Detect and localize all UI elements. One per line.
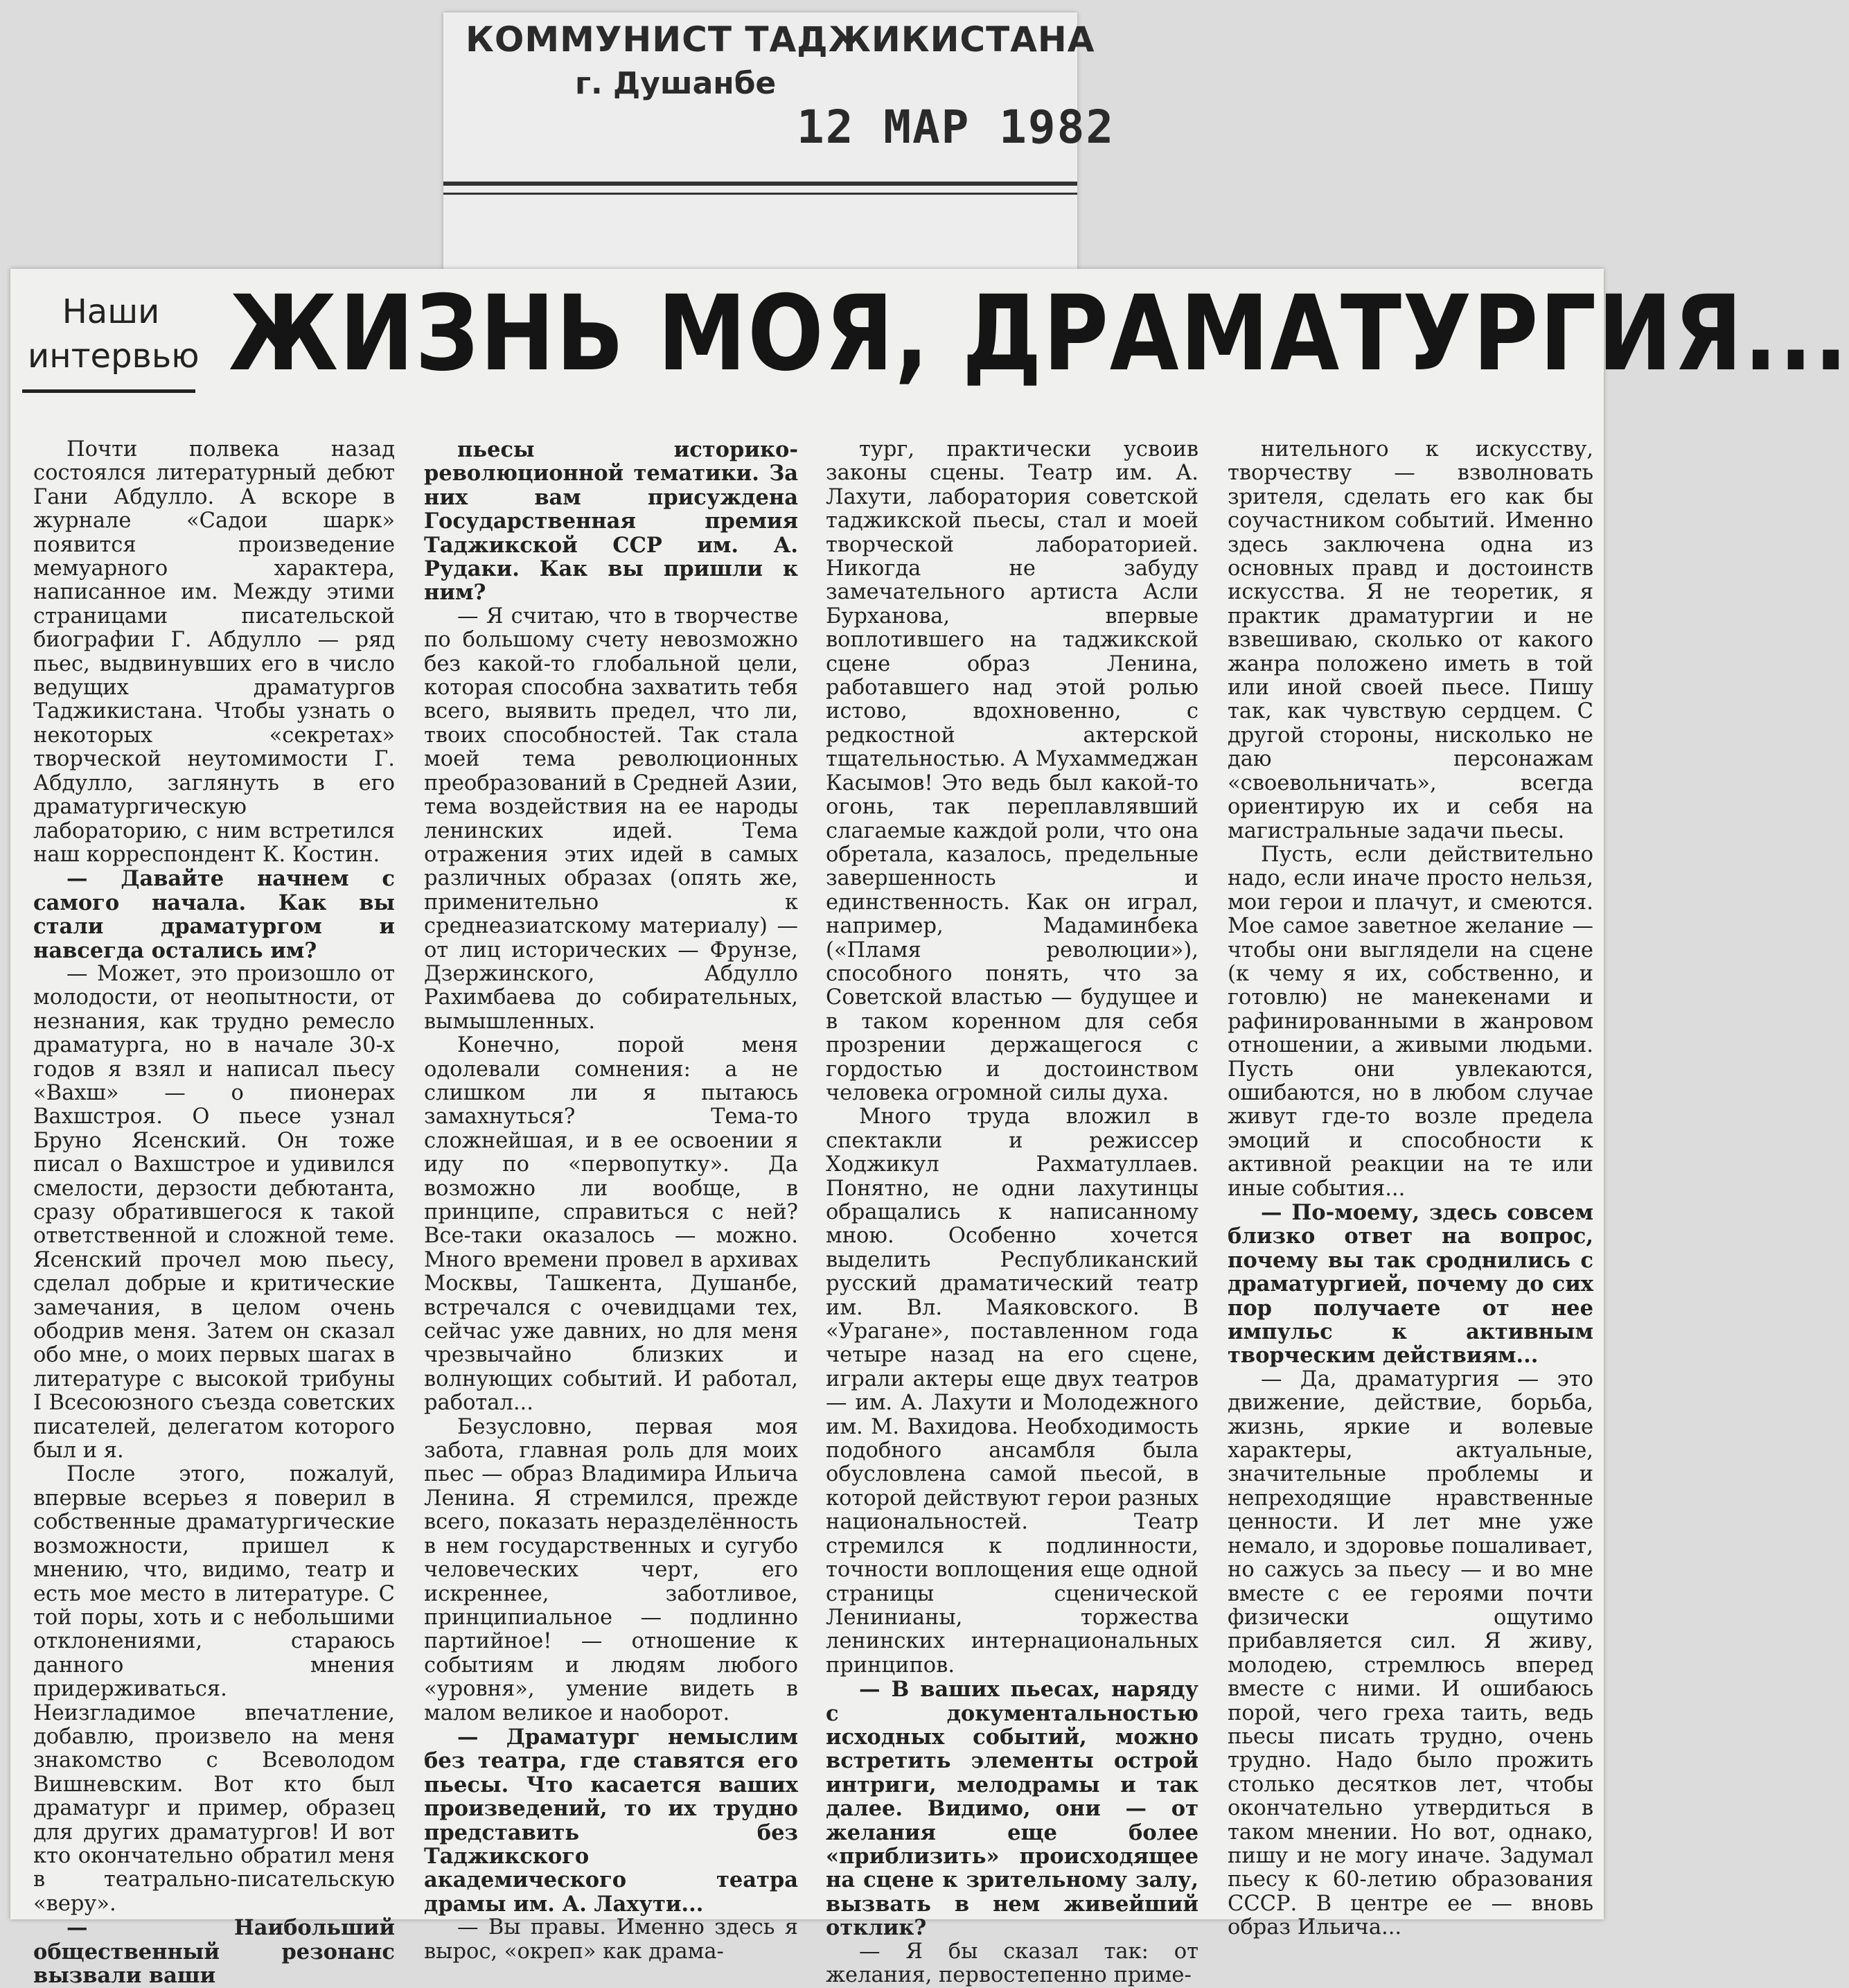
body-paragraph: нительного к искусству, творчеству — взволновать зрителя, сделать его как бы соучастником событий. Именно здесь заключена одна из основных правд и достоинств искусства. Я не теоретик, я практик драматургии и не взвешиваю, сколько от какого жанра положено иметь в той или иной своей пьесе. Пишу так, как чувствую сердцем. С другой стороны, нисколько не даю персонажам «своевольничать», всегда ориентирую их и себя на магистральные задачи пьесы. — [1228, 437, 1593, 843]
question-paragraph: — По-моему, здесь совсем близко ответ на вопрос, почему вы так сроднились с драматургией, почему до сих пор получаете от нее импульс к активным творческим действиям... — [1228, 1200, 1593, 1369]
stamp-date: 12 МАР 1982 — [797, 100, 1115, 154]
question-paragraph: — Давайте начнем с самого начала. Как вы стали драматургом и навсегда остались им? — [33, 866, 395, 963]
body-paragraph: тург, практически усвоив законы сцены. Театр им. А. Лахути, лаборатория советской таджикской пьесы, стал и моей творческой лабораторией. Никогда не забуду замечательного артиста Асли Бурханова, впервые воплотившего на таджикской сцене образ Ленина, работавшего над этой ролью истово, вдохновенно, с редкостной актерской тщательностью. А Мухаммеджан Касымов! Это ведь был какой-то огонь, так переплавлявший слагаемые каждой роли, что она обретала, казалось, предельные завершенность и единственность. Как он играл, например, Мадаминбека («Пламя революции»), способного понять, что за Советской властью — будущее и в таком коренном для себя прозрении держащегося с гордостью и достоинством человека огромной силы духа. — [826, 437, 1198, 1105]
newspaper-city: г. Душанбе — [575, 66, 777, 101]
body-paragraph: — Вы правы. Именно здесь я вырос, «окреп» как драма- — [424, 1915, 798, 1964]
article-column-2 — [424, 437, 798, 1964]
article-column-4 — [1228, 437, 1593, 1940]
headline: ЖИЗНЬ МОЯ, ДРАМАТУРГИЯ... — [229, 274, 1849, 394]
newspaper-name: КОММУНИСТ ТАДЖИКИСТАНА — [466, 19, 1095, 60]
body-paragraph: — Может, это произошло от молодости, от неопытности, от незнания, как трудно ремесло драматурга, но в начале 30-х годов я взял и написал пьесу «Вахш» — о пионерах Вахшстроя. О пьесе узнал Бруно Ясенский. Он тоже писал о Вахшстрое и удивился смелости, дерзости дебютанта, сразу обратившегося к такой ответственной и сложной теме. Ясенский прочел мою пьесу, сделал добрые и критические замечания, в целом очень ободрив меня. Затем он сказал обо мне, о моих первых шагах в литературе с высокой трибуны I Всесоюзного съезда советских писателей, делегатом которого был и я. — [33, 961, 395, 1463]
article-column-3 — [826, 437, 1199, 1987]
rubric-line-1: Наши — [62, 292, 160, 331]
rubric-label — [28, 290, 200, 378]
stamp-rule — [443, 193, 1077, 195]
rubric-underline — [22, 389, 195, 393]
question-paragraph: пьесы историко-революционной тематики. За них вам присуждена Государственная премия Таджикской ССР им. А. Рудаки. Как вы пришли к ним? — [424, 437, 798, 606]
question-paragraph: — Драматург немыслим без театра, где ставятся его пьесы. Что касается ваших произведений, то их трудно представить без Таджикского академического театра драмы им. А. Лахути... — [424, 1724, 798, 1917]
body-paragraph: Много труда вложил в спектакли и режиссер Ходжикул Рахматуллаев. Понятно, не одни лахутинцы обращались к написанному мною. Особенно хочется выделить Республиканский русский драматический театр им. Вл. Маяковского. В «Урагане», поставленном года четыре назад на его сцене, играли актеры еще двух театров — им. А. Лахути и Молодежного им. М. Вахидова. Необходимость подобного ансамбля была обусловлена самой пьесой, в которой действуют герои разных национальностей. Театр стремился к подлинности, точности воплощения еще одной страницы сценической Ленинианы, торжества ленинских интернациональных принципов. — [826, 1105, 1199, 1678]
body-paragraph: После этого, пожалуй, впервые всерьез я поверил в собственные драматургические возможности, пришел к мнению, что, видимо, театр и есть мое место в литературе. С той поры, хоть и с небольшими отклонениями, стараюсь данного мнения придерживаться. Неизгладимое впечатление, добавлю, произвело на меня знакомство с Всеволодом Вишневским. Вот кто был драматург и пример, образец для других драматургов! И вот кто окончательно обратил меня в театрально-писательскую «веру». — [33, 1462, 395, 1916]
body-paragraph: — Да, драматургия — это движение, действие, борьба, жизнь, яркие и волевые характеры, актуальные, значительные проблемы и непреходящие нравственные ценности. И лет мне уже немало, и здоровье пошаливает, но сажусь за пьесу — и во мне вместе с ее героями почти физически ощутимо прибавляется сил. Я живу, молодею, стремлюсь вперед вместе с ними. И ошибаюсь порой, чего греха таить, ведь пьесы писать трудно, очень трудно. Надо было прожить столько десятков лет, чтобы окончательно утвердиться в таком мнении. Но вот, однако, пишу и не могу иначе. Задумал пьесу к 60-летию образования СССР. В центре ее — вновь образ Ильича... — [1228, 1366, 1593, 1940]
body-paragraph: — Я считаю, что в творчестве по большому счету невозможно без какой-то глобальной цели, которая способна захватить тебя всего, выявить предел, что ли, твоих способностей. Так стала моей тема революционных преобразований в Средней Азии, тема воздействия на ее народы ленинских идей. Тема отражения этих идей в самых различных образах (опять же, применительно к среднеазиатскому материалу) — от лиц исторических — Фрунзе, Дзержинского, Абдулло Рахимбаева до собирательных, вымышленных. — [424, 604, 798, 1034]
body-paragraph: — Я бы сказал так: от желания, первостепенно приме- — [826, 1939, 1198, 1987]
question-paragraph: — Наибольший общественный резонанс вызвали ваши — [33, 1915, 395, 1988]
body-paragraph: Почти полвека назад состоялся литературный дебют Гани Абдулло. А вскоре в журнале «Садои шарк» появится произведение мемуарного характера, написанное им. Между этими страницами писательской биографии Г. Абдулло — ряд пьес, выдвинувших его в число ведущих драматургов Таджикистана. Чтобы узнать о некоторых «секретах» творческой неутомимости Г. Абдулло, заглянуть в его драматургическую лабораторию, с ним встретился наш корреспондент К. Костин. — [33, 437, 395, 867]
stamp-rule — [443, 182, 1077, 186]
body-paragraph: Конечно, порой меня одолевали сомнения: а не слишком ли я пытаюсь замахнуться? Тема-то сложнейшая, и в ее освоении я иду по «первопутку». Да возможно ли вообще, в принципе, справиться с ней? Все-таки оказалось — можно. Много времени провел в архивах Москвы, Ташкента, Душанбе, встречался с очевидцами тех, сейчас уже давних, но для меня чрезвычайно близких и волнующих событий. И работал, работал... — [424, 1033, 798, 1416]
body-paragraph: Пусть, если действительно надо, если иначе просто нельзя, мои герои и плачут, и смеются. Мое самое заветное желание — чтобы они выглядели на сцене (к чему я их, собственно, и готовлю) не манекенами и рафинированными в жанровом отношении, а живыми людьми. Пусть они увлекаются, ошибаются, но в любом случае живут где-то возле предела эмоций и способности к активной реакции на те или иные события... — [1228, 842, 1593, 1201]
body-paragraph: Безусловно, первая моя забота, главная роль для моих пьес — образ Владимира Ильича Ленина. Я стремился, прежде всего, показать неразделённость в нем государственных и сугубо человеческих черт, его искреннее, заботливое, принципиальное — подлинно партийное! — отношение к событиям и людям любого «уровня», умение видеть в малом великое и наоборот. — [424, 1414, 798, 1725]
rubric-line-2: интервью — [28, 337, 200, 376]
question-paragraph: — В ваших пьесах, наряду с документальностью исходных событий, можно встретить элементы острой интриги, мелодрамы и так далее. Видимо, они — от желания еще более «приблизить» происходящее на сцене к зрительному залу, вызвать в нем живейший отклик? — [826, 1677, 1198, 1941]
article-column-1 — [33, 437, 395, 1988]
